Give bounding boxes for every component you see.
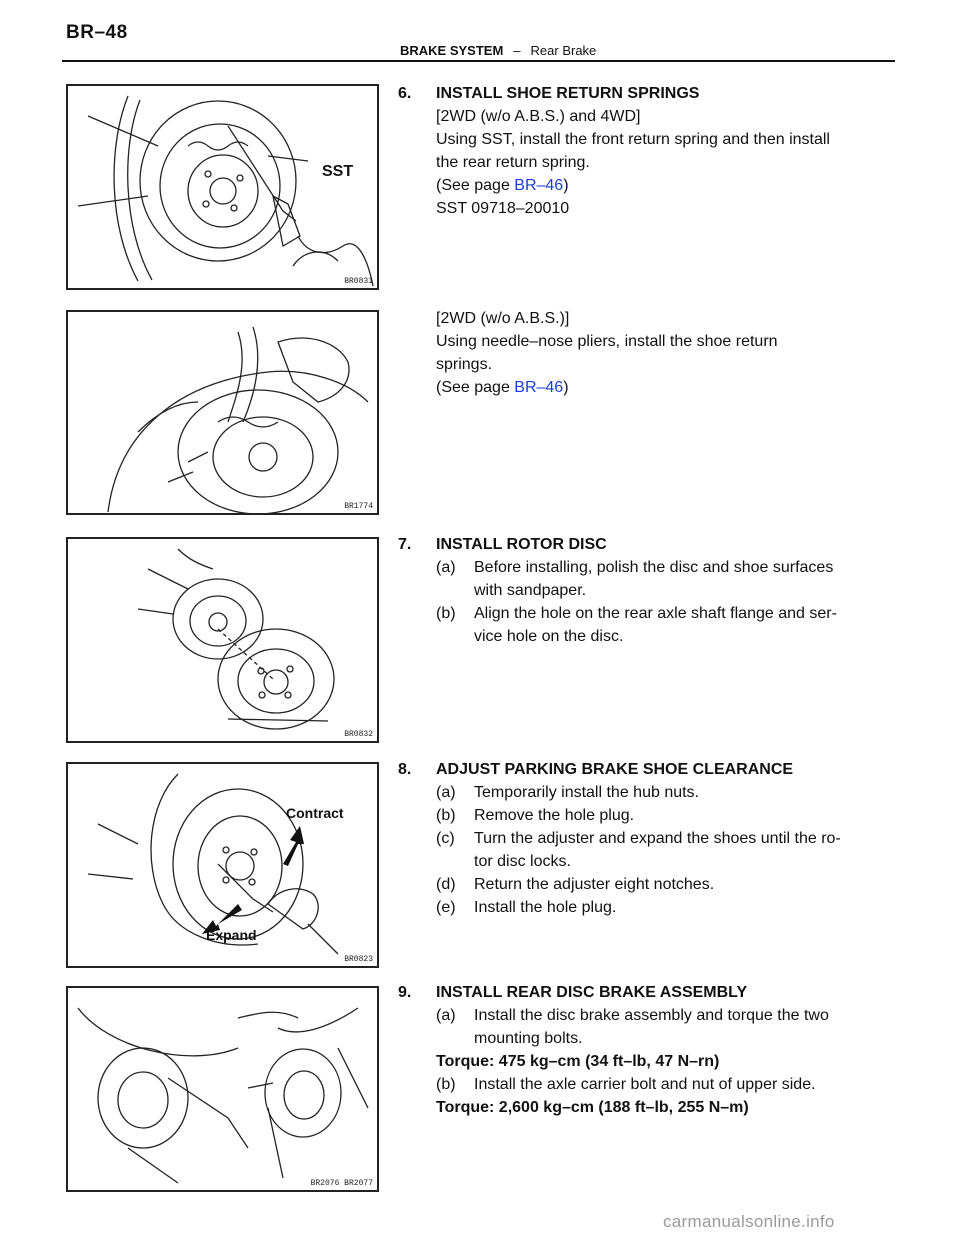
substep-text: Install the disc brake assembly and torque the two <box>474 1007 829 1024</box>
torque-spec: Torque: 475 kg–cm (34 ft–lb, 47 N–rn) <box>436 1053 720 1070</box>
step-title: INSTALL SHOE RETURN SPRINGS <box>436 85 700 102</box>
ref-prefix: (See page <box>436 177 515 194</box>
illustration-adjuster <box>68 764 377 966</box>
step-number: 7. <box>398 536 412 553</box>
step-number: 6. <box>398 85 412 102</box>
substep-continuation: tor disc locks. <box>474 853 571 870</box>
step-6-heading <box>398 82 878 105</box>
paragraph: the rear return spring. <box>436 154 590 171</box>
step-title: INSTALL REAR DISC BRAKE ASSEMBLY <box>436 984 748 1001</box>
page-link[interactable]: BR–46 <box>514 379 564 396</box>
step-8-heading <box>398 758 878 781</box>
substep-label: (a) <box>436 1007 456 1024</box>
substep-text: Turn the adjuster and expand the shoes until the ro- <box>474 830 841 847</box>
substep-b <box>398 602 878 625</box>
illustration-sst-springs <box>68 86 377 288</box>
see-page-ref <box>398 376 878 399</box>
paragraph: Using needle–nose pliers, install the shoe return <box>436 333 778 350</box>
substep-text: Install the hole plug. <box>474 899 617 916</box>
label-expand: Expand <box>206 927 257 943</box>
step-6 <box>398 82 878 220</box>
label-contract: Contract <box>286 805 344 821</box>
header-rule <box>62 60 895 62</box>
substep-text: Return the adjuster eight notches. <box>474 876 715 893</box>
step-number: 8. <box>398 761 412 778</box>
substep-a <box>398 1004 878 1027</box>
condition: [2WD (w/o A.B.S.)] <box>436 310 570 327</box>
substep-a <box>398 556 878 579</box>
substep-text: Remove the hole plug. <box>474 807 635 824</box>
figure-rotor-disc <box>66 537 379 743</box>
substep-continuation: with sandpaper. <box>474 582 587 599</box>
substep-text: Install the axle carrier bolt and nut of upper side. <box>474 1076 816 1093</box>
step-7-heading <box>398 533 878 556</box>
ref-suffix: ) <box>563 177 569 194</box>
substep-label: (e) <box>436 899 456 916</box>
figure-code: BR0823 <box>344 955 373 964</box>
substep-label: (b) <box>436 605 456 622</box>
substep-label: (b) <box>436 1076 456 1093</box>
condition: [2WD (w/o A.B.S.) and 4WD] <box>436 108 641 125</box>
substep-b <box>398 804 878 827</box>
substep-d <box>398 873 878 896</box>
step-number: 9. <box>398 984 412 1001</box>
watermark: carmanualsonline.info <box>663 1212 835 1231</box>
running-header <box>400 43 596 58</box>
substep-label: (a) <box>436 559 456 576</box>
page-number: BR–48 <box>66 22 128 43</box>
see-page-ref <box>398 174 878 197</box>
substep-a <box>398 781 878 804</box>
step-9-heading <box>398 981 878 1004</box>
substep-continuation: vice hole on the disc. <box>474 628 624 645</box>
figure-needle-nose-pliers <box>66 310 379 515</box>
step-6-continued <box>398 307 878 399</box>
step-title: INSTALL ROTOR DISC <box>436 536 607 553</box>
figure-code: BR0832 <box>344 730 373 739</box>
figure-code: BR1774 <box>344 502 373 511</box>
figure-install-springs-sst <box>66 84 379 290</box>
substep-e <box>398 896 878 919</box>
substep-c <box>398 827 878 850</box>
step-7 <box>398 533 878 648</box>
illustration-rotor-disc <box>68 539 377 741</box>
paragraph: Using SST, install the front return spring and then install <box>436 131 830 148</box>
substep-text: Temporarily install the hub nuts. <box>474 784 699 801</box>
header-system: BRAKE SYSTEM <box>400 43 504 58</box>
substep-continuation: mounting bolts. <box>474 1030 583 1047</box>
sst-number: SST 09718–20010 <box>436 200 570 217</box>
paragraph: springs. <box>436 356 493 373</box>
substep-label: (a) <box>436 784 456 801</box>
figure-code: BR0831 <box>344 277 373 286</box>
step-9 <box>398 981 878 1119</box>
torque-spec: Torque: 2,600 kg–cm (188 ft–lb, 255 N–m) <box>436 1099 749 1116</box>
step-8 <box>398 758 878 919</box>
substep-label: (c) <box>436 830 455 847</box>
page-link[interactable]: BR–46 <box>514 177 564 194</box>
illustration-disc-brake-assembly <box>68 988 377 1190</box>
substep-text: Align the hole on the rear axle shaft flange and ser- <box>474 605 837 622</box>
illustration-pliers-springs <box>68 312 377 513</box>
label-sst: SST <box>322 163 354 180</box>
substep-b <box>398 1073 878 1096</box>
substep-text: Before installing, polish the disc and shoe surfaces <box>474 559 834 576</box>
substep-label: (b) <box>436 807 456 824</box>
figure-rear-disc-brake-assembly <box>66 986 379 1192</box>
header-section: Rear Brake <box>530 43 597 58</box>
substep-label: (d) <box>436 876 456 893</box>
figure-adjust-parking-brake <box>66 762 379 968</box>
figure-code: BR2076 BR2077 <box>310 1179 373 1188</box>
ref-prefix: (See page <box>436 379 515 396</box>
ref-suffix: ) <box>563 379 569 396</box>
step-title: ADJUST PARKING BRAKE SHOE CLEARANCE <box>436 761 794 778</box>
header-separator: – <box>513 43 521 58</box>
